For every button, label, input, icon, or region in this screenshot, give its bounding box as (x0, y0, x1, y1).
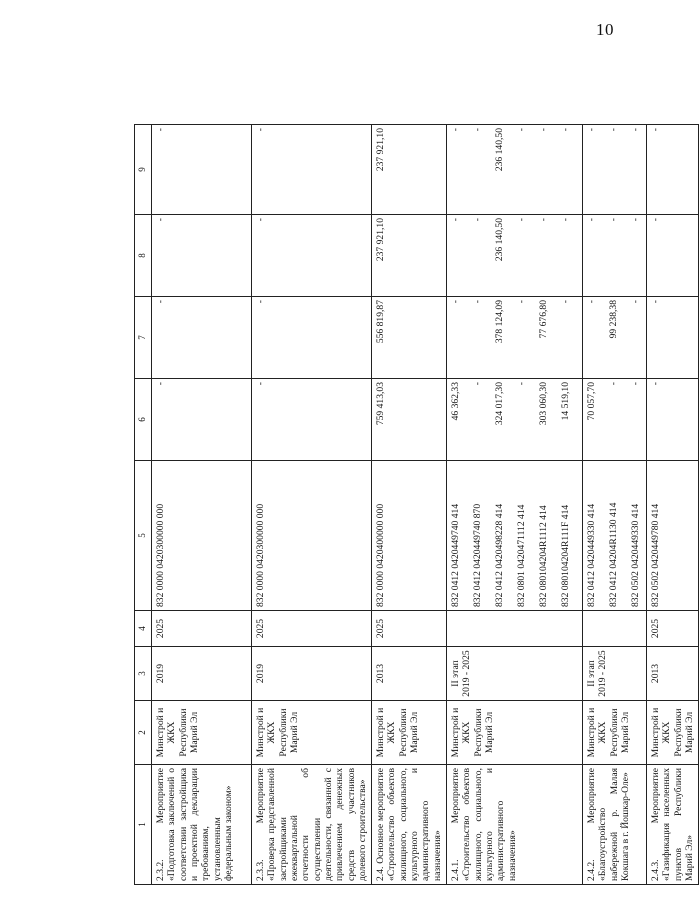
value: - (516, 382, 527, 386)
value-col9: - (252, 125, 372, 215)
budget-code: 832 0502 0420449780 414 (647, 461, 699, 611)
value: 77 676,80 (538, 300, 549, 339)
start-year: 2019 (152, 647, 252, 701)
value: 14 519,10 (560, 382, 571, 421)
value: - (538, 218, 549, 222)
measure-name: 2.3.3. Мероприятие «Проверка представленной застройщиками ежеквартальной отчетности об осуществлении деятельности, связанной с привлечением денежных средств участников долевого строительства» (252, 765, 372, 885)
value: 70 057,70 (586, 382, 597, 421)
stage-period: 2019 - 2025 (461, 650, 473, 697)
start-year: 2013 (372, 647, 447, 701)
column-header: 9 (135, 125, 152, 215)
value: - (516, 300, 527, 304)
budget-codes (583, 461, 647, 611)
value: - (450, 128, 461, 132)
value-col6: 759 413,03 (372, 379, 447, 461)
value-col9: 237 921,10 (372, 125, 447, 215)
table-row (583, 125, 647, 885)
budget-code: 832 0000 0420400000 000 (372, 461, 447, 611)
budget-code: 832 0000 0420300000 000 (252, 461, 372, 611)
budget-code: 832 0801 0420471112 414 (516, 504, 527, 607)
column-header: 2 (135, 701, 152, 765)
value: - (516, 218, 527, 222)
value: - (608, 382, 619, 386)
value-col6: - (252, 379, 372, 461)
measure-name: 2.3.2. Мероприятие «Подготовка заключений о соответствии застройщика и проектной декларации требованиям, установленным федеральным законом» (152, 765, 252, 885)
value-col8: 237 921,10 (372, 215, 447, 297)
header-row (135, 125, 152, 885)
value: 324 017,30 (494, 382, 505, 426)
value: - (630, 382, 641, 386)
value: - (608, 218, 619, 222)
end-year (583, 611, 647, 647)
value-col6 (583, 379, 647, 461)
value-col7: 556 819,87 (372, 297, 447, 379)
value-col7 (447, 297, 583, 379)
value-col8: - (647, 215, 699, 297)
column-header: 4 (135, 611, 152, 647)
value-col6 (447, 379, 583, 461)
budget-code: 832 0412 04204R1130 414 (608, 502, 619, 607)
table-row (152, 125, 252, 885)
page-number: 10 (596, 20, 614, 39)
value: - (560, 128, 571, 132)
budget-code: 832 0412 0420498228 414 (494, 503, 505, 607)
value: - (586, 300, 597, 304)
value-col7: - (647, 297, 699, 379)
value: - (630, 300, 641, 304)
measure-name: 2.4.1. Мероприятие «Строительство объектов жилищного, социального, культурного и административного назначения» (447, 765, 583, 885)
value: 378 124,09 (494, 300, 505, 344)
value-col9 (447, 125, 583, 215)
column-header: 7 (135, 297, 152, 379)
value-col9: - (152, 125, 252, 215)
value-col8: - (152, 215, 252, 297)
end-year: 2025 (252, 611, 372, 647)
value-col7: - (252, 297, 372, 379)
executor: Минстрой и ЖКХ Республики Марий Эл (583, 701, 647, 765)
value: 99 238,38 (608, 300, 619, 339)
value: 236 140,50 (494, 128, 505, 172)
value-col8 (447, 215, 583, 297)
stage-period: 2019 - 2025 (597, 650, 609, 697)
rotated-table-container (134, 125, 695, 885)
value: - (450, 300, 461, 304)
start-year: 2019 (252, 647, 372, 701)
value: - (560, 218, 571, 222)
table-row (252, 125, 372, 885)
period-cell (583, 647, 647, 701)
budget-code: 832 080104204R1112 414 (538, 505, 549, 607)
column-header: 3 (135, 647, 152, 701)
budget-code: 832 0502 0420449330 414 (630, 503, 641, 607)
value: - (608, 128, 619, 132)
table-row (447, 125, 583, 885)
start-year: 2013 (647, 647, 699, 701)
value: - (560, 300, 571, 304)
end-year: 2025 (647, 611, 699, 647)
budget-table (134, 124, 699, 885)
table-row (372, 125, 447, 885)
value: - (586, 218, 597, 222)
executor: Минстрой и ЖКХ Республики Марий Эл (447, 701, 583, 765)
column-header: 5 (135, 461, 152, 611)
value-col6: - (647, 379, 699, 461)
value: 46 362,33 (450, 382, 461, 421)
value: - (472, 300, 483, 304)
end-year (447, 611, 583, 647)
value: 303 060,30 (538, 382, 549, 426)
stage-label: II этап (450, 660, 461, 687)
budget-code: 832 0412 0420449740 870 (472, 503, 483, 607)
budget-code: 832 0000 0420300000 000 (152, 461, 252, 611)
budget-code: 832 0412 0420449740 414 (450, 503, 461, 607)
column-header: 8 (135, 215, 152, 297)
measure-name: 2.4. Основное мероприятие «Строительство объектов жилищного, социального, культурного и административного назначения» (372, 765, 447, 885)
value-col8: - (252, 215, 372, 297)
column-header: 6 (135, 379, 152, 461)
end-year: 2025 (152, 611, 252, 647)
value-col9: - (647, 125, 699, 215)
executor: Минстрой и ЖКХ Республики Марий Эл (372, 701, 447, 765)
value: - (472, 382, 483, 386)
value: 236 140,50 (494, 218, 505, 262)
value-col7 (583, 297, 647, 379)
table-row (647, 125, 699, 885)
value: - (472, 218, 483, 222)
value: - (630, 218, 641, 222)
measure-name: 2.4.2. Мероприятие «Благоустройство набережной р. Малая Кокшага в г. Йошкар-Оле» (583, 765, 647, 885)
value-col9 (583, 125, 647, 215)
column-header: 1 (135, 765, 152, 885)
executor: Минстрой и ЖКХ Республики Марий Эл (647, 701, 699, 765)
value: - (516, 128, 527, 132)
measure-name: 2.4.3. Мероприятие «Газификация населенных пунктов Республики Марий Эл» (647, 765, 699, 885)
end-year: 2025 (372, 611, 447, 647)
value-col6: - (152, 379, 252, 461)
value: - (538, 128, 549, 132)
value-col8 (583, 215, 647, 297)
value: - (630, 128, 641, 132)
value: - (586, 128, 597, 132)
stage-label: II этап (586, 660, 597, 687)
value: - (472, 128, 483, 132)
budget-code: 832 080104204R111F 414 (560, 504, 571, 607)
value-col7: - (152, 297, 252, 379)
executor: Минстрой и ЖКХ Республики Марий Эл (252, 701, 372, 765)
period-cell (447, 647, 583, 701)
executor: Минстрой и ЖКХ Республики Марий Эл (152, 701, 252, 765)
budget-codes (447, 461, 583, 611)
value: - (450, 218, 461, 222)
budget-code: 832 0412 0420449330 414 (586, 503, 597, 607)
